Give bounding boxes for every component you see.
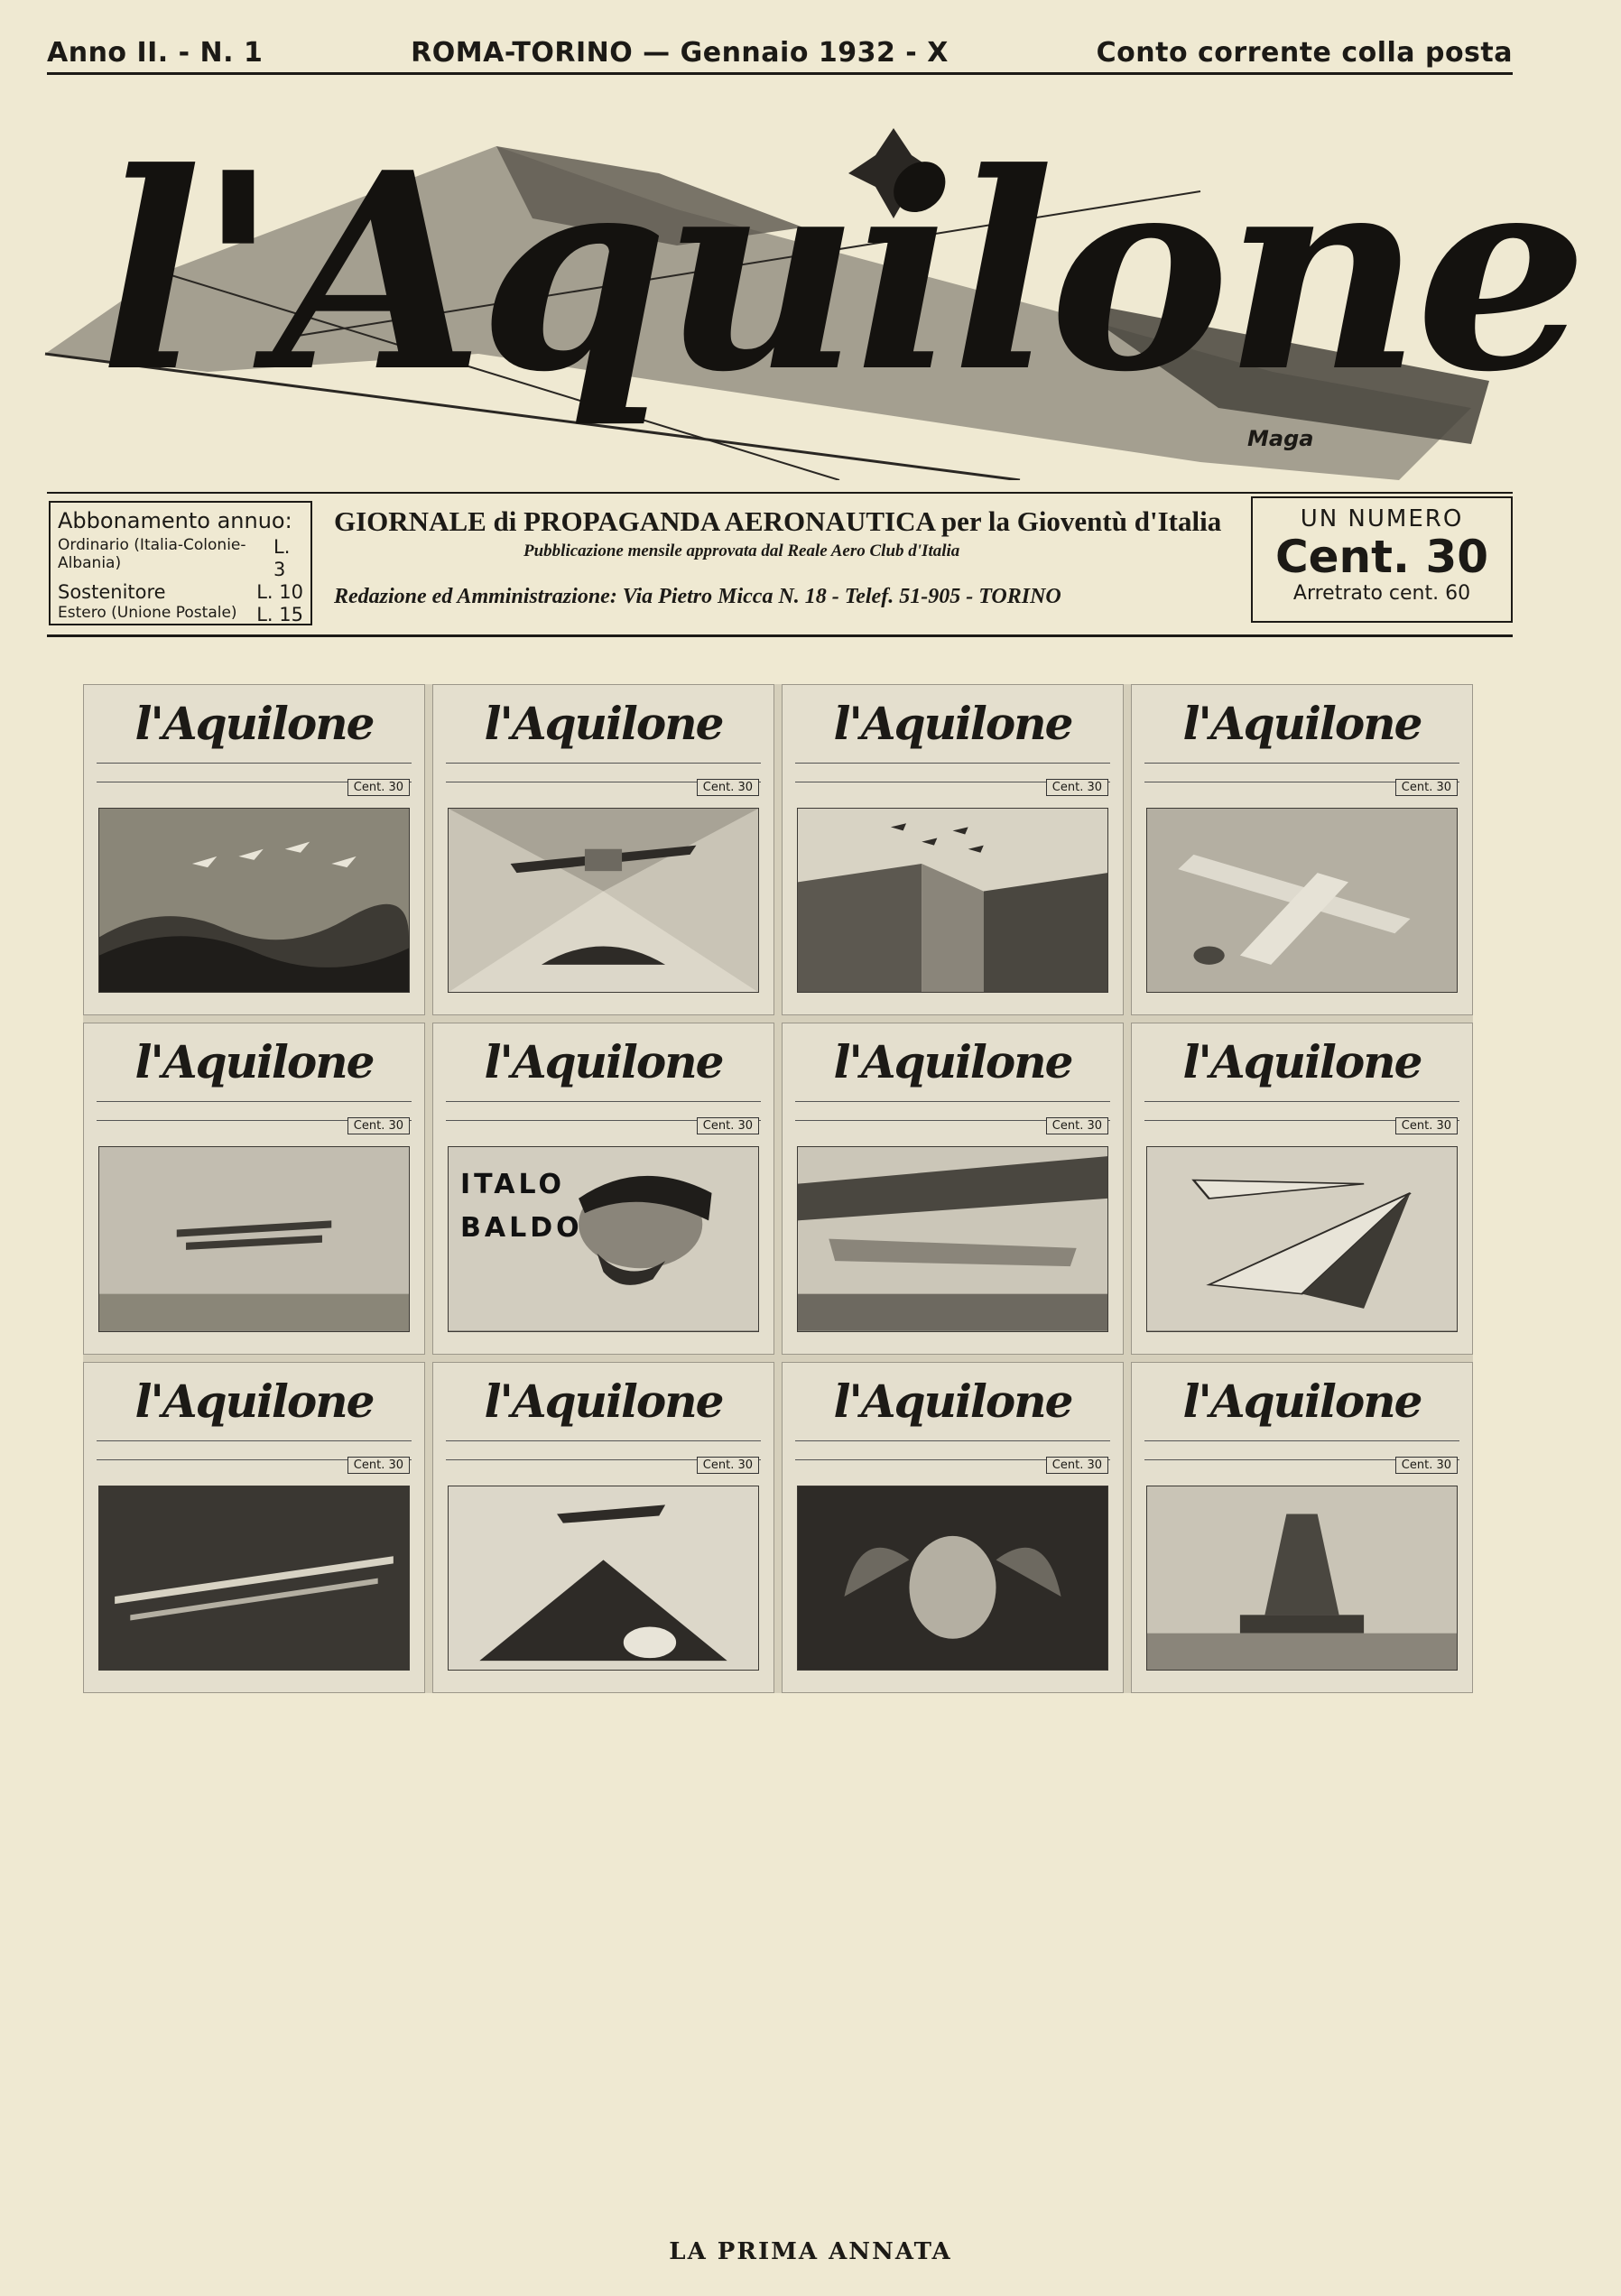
cover-name-line: ITALO	[460, 1169, 566, 1201]
cover-price: Cent. 30	[347, 779, 410, 796]
magazine-cover	[782, 1023, 1124, 1354]
cover-title: l'Aquilone	[484, 697, 723, 750]
magazine-cover	[83, 1023, 425, 1354]
cover-illustration	[797, 1146, 1108, 1331]
masthead-title: l'Aquilone	[99, 113, 1583, 431]
cover-name-text	[460, 1163, 583, 1250]
price-label: UN NUMERO	[1300, 505, 1464, 532]
publication-info	[334, 505, 1237, 609]
subscription-label: Ordinario (Italia-Colonie-Albania)	[58, 535, 246, 573]
footer-caption: LA PRIMA ANNATA	[669, 2238, 952, 2265]
cover-price: Cent. 30	[697, 1457, 759, 1474]
publication-address: Redazione ed Amministrazione: Via Pietro Micca N. 18 - Telef. 51-905 - TORINO	[334, 585, 1061, 608]
subscription-price: L. 3	[273, 535, 291, 580]
cover-price: Cent. 30	[697, 1117, 759, 1134]
cover-title: l'Aquilone	[833, 697, 1072, 750]
cover-price: Cent. 30	[1046, 779, 1108, 796]
publication-approval: Pubblicazione mensile approvata dal Reale Aero Club d'Italia	[523, 542, 960, 560]
subscription-label: Sostenitore	[58, 581, 166, 604]
cover-name-line: BALDO	[460, 1212, 583, 1245]
cover-illustration	[1146, 808, 1458, 993]
price-box	[1251, 496, 1513, 623]
cover-illustration	[1146, 1146, 1458, 1331]
subscription-label: Estero (Unione Postale)	[58, 604, 237, 623]
cover-illustration	[448, 1486, 759, 1671]
cover-title: l'Aquilone	[833, 1374, 1072, 1428]
subscription-price: L. 15	[256, 604, 303, 626]
place-date: ROMA-TORINO — Gennaio 1932 - X	[411, 36, 949, 69]
cover-title: l'Aquilone	[484, 1374, 723, 1428]
bottom-rule	[47, 634, 1513, 637]
subscription-row	[58, 604, 303, 626]
top-line	[47, 34, 1513, 70]
cover-title: l'Aquilone	[134, 1035, 374, 1089]
publication-tagline: GIORNALE di PROPAGANDA AERONAUTICA per la Gioventù d'Italia	[334, 505, 1222, 537]
subscription-heading: Abbonamento annuo:	[58, 508, 292, 533]
magazine-cover	[432, 1023, 774, 1354]
magazine-cover	[432, 1362, 774, 1693]
subscription-box	[49, 501, 312, 625]
cover-illustration	[797, 1486, 1108, 1671]
postal-note: Conto corrente colla posta	[1096, 36, 1513, 69]
cover-illustration	[98, 1146, 410, 1331]
cover-price: Cent. 30	[1395, 1457, 1458, 1474]
price-value: Cent. 30	[1274, 531, 1489, 583]
mid-rule	[47, 492, 1513, 494]
cover-price: Cent. 30	[1046, 1457, 1108, 1474]
cover-price: Cent. 30	[347, 1457, 410, 1474]
top-rule	[47, 72, 1513, 75]
subscription-row	[58, 581, 303, 604]
cover-title: l'Aquilone	[833, 1035, 1072, 1089]
cover-title: l'Aquilone	[1182, 1035, 1422, 1089]
magazine-cover	[83, 684, 425, 1015]
magazine-cover	[432, 684, 774, 1015]
subscription-row	[58, 536, 303, 581]
cover-title: l'Aquilone	[484, 1035, 723, 1089]
cover-illustration	[98, 1486, 410, 1671]
cover-price: Cent. 30	[697, 779, 759, 796]
magazine-cover	[1131, 1023, 1473, 1354]
cover-illustration	[1146, 1486, 1458, 1671]
cover-title: l'Aquilone	[1182, 1374, 1422, 1428]
cover-illustration	[98, 808, 410, 993]
magazine-cover	[782, 1362, 1124, 1693]
covers-grid	[83, 684, 1473, 1693]
masthead	[27, 83, 1583, 480]
cover-price: Cent. 30	[1395, 1117, 1458, 1134]
magazine-cover	[83, 1362, 425, 1693]
issue-number: Anno II. - N. 1	[47, 36, 264, 69]
subscription-price: L. 10	[256, 581, 303, 604]
magazine-cover	[1131, 684, 1473, 1015]
cover-title: l'Aquilone	[1182, 697, 1422, 750]
arrears-price: Arretrato cent. 60	[1292, 582, 1471, 605]
cover-price: Cent. 30	[1395, 779, 1458, 796]
cover-title: l'Aquilone	[134, 697, 374, 750]
cover-title: l'Aquilone	[134, 1374, 374, 1428]
cover-illustration	[448, 808, 759, 993]
artist-signature: Maga	[1247, 426, 1314, 451]
magazine-cover	[782, 684, 1124, 1015]
cover-price: Cent. 30	[347, 1117, 410, 1134]
cover-illustration	[797, 808, 1108, 993]
magazine-cover	[1131, 1362, 1473, 1693]
cover-price: Cent. 30	[1046, 1117, 1108, 1134]
